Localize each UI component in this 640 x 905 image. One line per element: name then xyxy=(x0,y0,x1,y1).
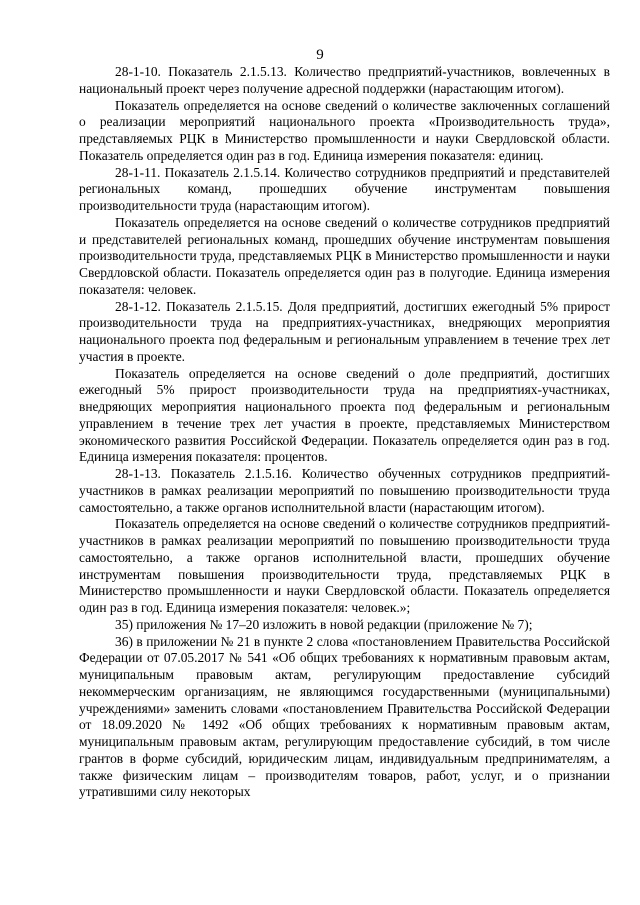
paragraph-indicator-28-1-12: 28-1-12. Показатель 2.1.5.15. Доля предприятий, достигших ежегодный 5% прирост производительности труда на предприятиях-участниках, внедряющих мероприятия национального проекта под федеральным и региональным управлением в течение трех лет участия в проекте. xyxy=(79,298,610,364)
paragraph-item-35: 35) приложения № 17–20 изложить в новой редакции (приложение № 7); xyxy=(115,616,533,632)
page-number: 9 xyxy=(316,47,324,63)
paragraph-indicator-28-1-10: 28-1-10. Показатель 2.1.5.13. Количество предприятий-участников, вовлеченных в национальный проект через получение адресной поддержки (нарастающим итогом). xyxy=(79,64,610,96)
paragraph-indicator-28-1-13-description: Показатель определяется на основе сведений о количестве сотрудников предприятий-участников в рамках реализации мероприятий по повышению производительности труда самостоятельно, а также органов исполнительной власти, прошедших обучение инструментам повышения производительности труда, представляемых РЦК в Министерство промышленности и науки Свердловской области. Показатель определяется один раз в год. Единица измерения показателя: человек.»; xyxy=(79,516,610,615)
paragraph-indicator-28-1-13: 28-1-13. Показатель 2.1.5.16. Количество обученных сотрудников предприятий-участников в рамках реализации мероприятий по повышению производительности труда самостоятельно, а также органов исполнительной власти (нарастающим итогом). xyxy=(79,466,610,515)
paragraph-indicator-28-1-11-description: Показатель определяется на основе сведений о количестве сотрудников предприятий и представителей региональных команд, прошедших обучение инструментам повышения производительности труда, представляемых РЦК в Министерство промышленности и науки Свердловской области. Показатель определяется один раз в полугодие. Единица измерения показателя: человек. xyxy=(79,214,610,297)
paragraph-indicator-28-1-11: 28-1-11. Показатель 2.1.5.14. Количество сотрудников предприятий и представителей региональных команд, прошедших обучение инструментам повышения производительности труда (нарастающим итогом). xyxy=(79,164,610,213)
document-body xyxy=(79,64,610,801)
paragraph-indicator-28-1-12-description: Показатель определяется на основе сведений о доле предприятий, достигших ежегодный 5% прирост производительности труда на предприятиях-участниках, внедряющих мероприятия национального проекта под федеральным и региональным управлением в течение трех лет участия в проекте, представляемых Министерством экономического развития Российской Федерации. Показатель определяется один раз в год. Единица измерения показателя: процентов. xyxy=(79,365,610,465)
paragraph-item-36: 36) в приложении № 21 в пункте 2 слова «постановлением Правительства Российской Федерации от 07.05.2017 № 541 «Об общих требованиях к нормативным правовым актам, муниципальным правовым актам, регулирующим предоставление субсидий некоммерческим организациям, не являющимся государственными (муниципальными) учреждениями» заменить словами «постановлением Правительства Российской Федерации от 18.09.2020 № 1492 «Об общих требованиях к нормативным правовым актам, муниципальным правовым актам, регулирующим предоставление субсидий, в том числе грантов в форме субсидий, юридическим лицам, индивидуальным предпринимателям, а также физическим лицам – производителям товаров, работ, услуг, и о признании утратившими силу некоторых xyxy=(79,633,610,800)
paragraph-indicator-28-1-10-description: Показатель определяется на основе сведений о количестве заключенных соглашений о реализации мероприятий национального проекта «Производительность труда», представляемых РЦК в Министерство промышленности и науки Свердловской области. Показатель определяется один раз в год. Единица измерения показателя: единиц. xyxy=(79,97,610,163)
